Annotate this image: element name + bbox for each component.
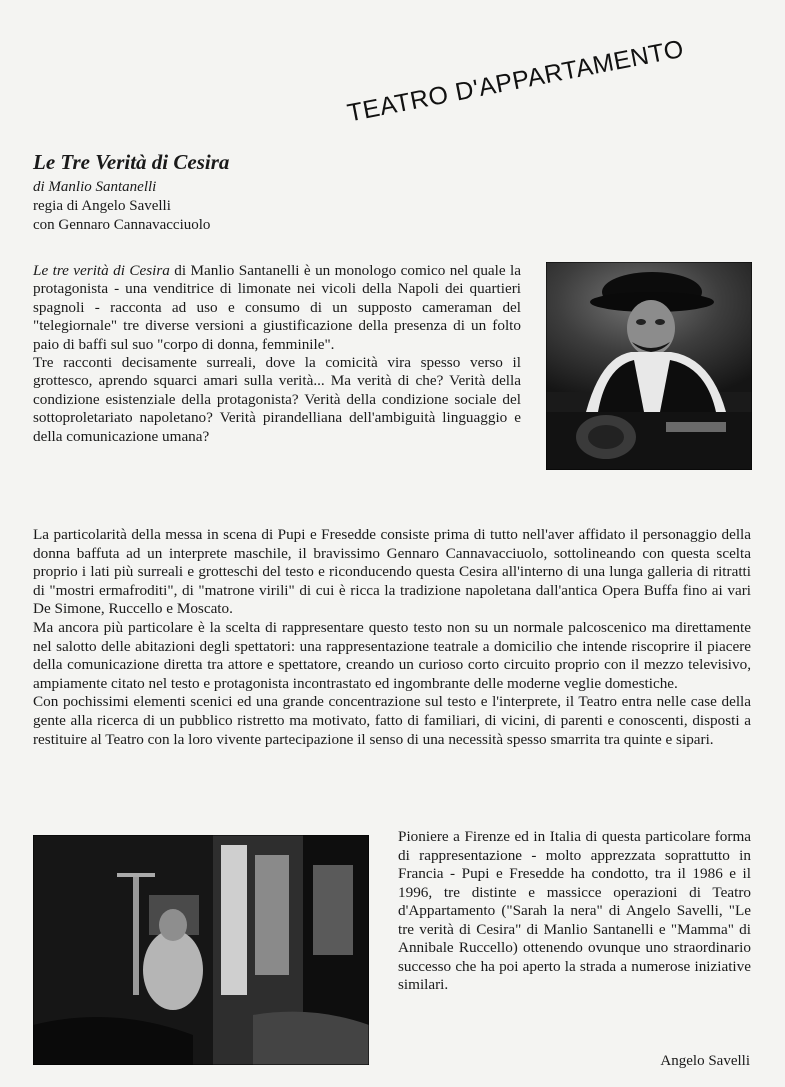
- page-title: Le Tre Verità di Cesira: [33, 150, 230, 174]
- performance-photo: [33, 835, 369, 1065]
- banner-heading: TEATRO D'APPARTAMENTO: [345, 34, 687, 128]
- side-text: Pioniere a Firenze ed in Italia di questa particolare forma di rappresentazione - molto apprezzata soprattutto in Francia - Pupi e Fresedde ha condotto, tra il 1986 e il 1996, tre distinte e massicce operazioni di Teatro d'Appartamento ("Sarah la nera" di Angelo Savelli, "Le tre verità di Cesira" di Manlio Santanelli e "Mamma" di Annibale Ruccello) ottenendo ovunque uno straordinario successo che ha poi aperto la strada a numerose iniziative similari.: [398, 828, 751, 993]
- intro-text: [33, 262, 521, 446]
- intro-paragraph-1: [33, 262, 521, 354]
- credit-author: di Manlio Santanelli: [33, 179, 157, 195]
- signature: Angelo Savelli: [660, 1053, 750, 1069]
- intro-paragraph-2: Tre racconti decisamente surreali, dove la comicità vira spesso verso il grottesco, aprendo squarci amari sulla verità... Ma verità di che? Verità della condizione esistenziale della protagonista? Verità della condizione sociale del sottoproletariato napoletano? Verità pirandelliana dell'ambiguità linguaggio e della comunicazione umana?: [33, 354, 521, 445]
- body-paragraph-2: Ma ancora più particolare è la scelta di rappresentare questo testo non su un normale palcoscenico ma direttamente nel salotto delle abitazioni degli spettatori: una rappresentazione teatrale a domicilio che intende riscoprire il piacere della comunicazione diretta tra attore e spettatore, creando un curioso corto circuito proprio con il mezzo televisivo, ampiamente citato nel testo e protagonista incontrastato ed ingombrante delle moderne veglie domestiche.: [33, 618, 751, 692]
- body-paragraph-1: La particolarità della messa in scena di Pupi e Fresedde consiste prima di tutto nell'aver affidato il personaggio della donna baffuta ad un interprete maschile, il bravissimo Gennaro Cannavacciuolo, sottolineando con questa scelta proprio i lati più surreali e grotteschi del testo e riconducendo questa Cesira all'interno di una lunga galleria di ritratti di "mostri ermafroditi", di "matrone virili" di cui è ricca la tradizione napoletana dall'antica Opera Buffa fino ai vari De Simone, Ruccello e Moscato.: [33, 526, 751, 618]
- credit-cast: con Gennaro Cannavacciuolo: [33, 217, 211, 233]
- body-text: [33, 526, 751, 749]
- actor-photo: [546, 262, 752, 470]
- body-paragraph-3: Con pochissimi elementi scenici ed una grande concentrazione sul testo e l'interprete, il Teatro entra nelle case della gente alla ricerca di un pubblico ristretto ma motivato, fatto di familiari, di vicini, di parenti e conoscenti, disposti a restituire al Teatro con la loro vivente partecipazione il senso di una necessità spesso smarrita tra quinte e sipari.: [33, 693, 751, 748]
- work-title: Le tre verità di Cesira: [33, 262, 170, 279]
- credit-director: regia di Angelo Savelli: [33, 198, 171, 214]
- intro-paragraph-1-text: di Manlio Santanelli è un monologo comico nel quale la protagonista - una venditrice di limonate nei vicoli della Napoli dei quartieri spagnoli - racconta ad uso e consumo di un supposto cameraman del "telegiornale" tre diverse versioni a giustificazione della presenza di un folto paio di baffi sul suo "corpo di donna, femminile".: [33, 262, 521, 353]
- credits: [33, 178, 210, 235]
